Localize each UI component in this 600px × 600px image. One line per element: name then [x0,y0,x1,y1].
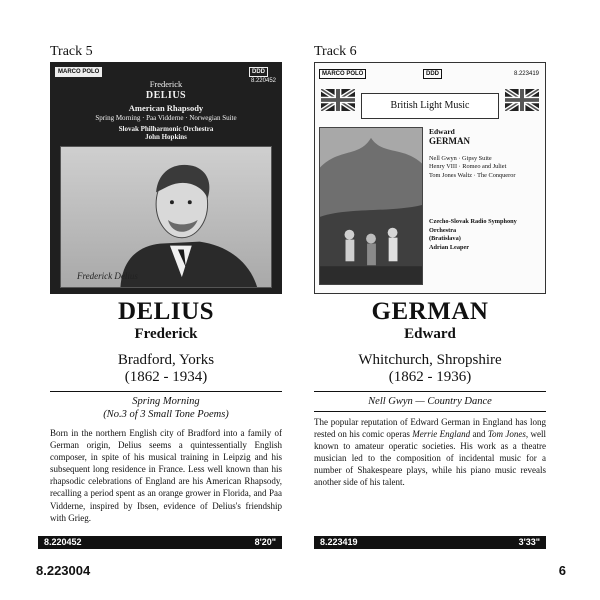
work-subtitle: (No.3 of 3 Small Tone Poems) [103,409,229,420]
cover-composer-last: GERMAN [429,136,470,146]
catalog-number: 8.223419 [320,537,358,547]
marco-polo-logo: MARCO POLO [319,69,366,79]
track-6-info-bar [314,536,546,549]
work-title: Nell Gwyn — Country Dance [368,396,492,407]
cover-work-line: Henry VIII · Romeo and Juliet [429,163,507,171]
cover-painting [319,127,423,285]
track-duration: 3'33" [518,537,540,547]
composer-first-name: Frederick [134,326,198,342]
composer-first-name: Edward [404,326,456,342]
portrait-illustration [61,147,271,287]
cover-composer-first: Frederick [149,79,183,89]
track-5-info-bar [38,536,282,549]
blurb-text: The popular reputation of Edward German in England has long rested on his comic operas [314,417,546,440]
cover-conductor: Adrian Leaper [429,243,470,251]
life-dates: (1862 - 1936) [388,369,472,385]
composer-surname: GERMAN [371,298,489,325]
album-cover-german [314,62,546,294]
track-duration: 8'20" [254,537,276,547]
blurb-text: , well known to amateur operatic societies. His work as a theatre musician led to the composition of incidental music for a number of Shakespeare plays, while his piano music reveals another side of his talent. [314,429,546,488]
series-title: British Light Music [361,93,499,119]
life-dates: (1862 - 1934) [124,369,208,385]
divider [50,391,282,392]
portrait-signature: Frederick Delius [77,271,138,281]
track-label: Track 5 [50,44,93,59]
ddd-badge: DDD [249,67,268,77]
cover-works [429,155,541,181]
birthplace: Bradford, Yorks [117,352,215,368]
marco-polo-logo: MARCO POLO [55,67,102,77]
cover-orchestra: Slovak Philharmonic Orchestra [118,125,214,134]
cover-orchestra-line: (Bratislava) [429,235,461,243]
cover-conductor: John Hopkins [145,133,187,142]
page-number: 6 [558,563,566,578]
cover-composer-first: Edward [429,127,455,136]
cover-performers [429,218,541,252]
blurb-text: and [470,429,488,440]
album-cover-delius [50,62,282,294]
cover-work-line: Tom Jones Waltz · The Conqueror [429,171,516,179]
cover-orchestra-line: Czecho-Slovak Radio Symphony [429,218,517,226]
blurb-opera-title: Merrie England [412,429,471,440]
union-flag-icon [505,89,539,111]
cover-album-title: American Rhapsody [128,103,204,114]
composer-surname: DELIUS [117,298,215,325]
catalog-number: 8.220452 [44,537,82,547]
cover-info [429,127,541,252]
painting-illustration [320,128,422,284]
birthplace: Whitchurch, Shropshire [358,352,502,368]
cover-composer-last: DELIUS [145,89,187,101]
divider [314,391,546,392]
composer-portrait [60,146,272,288]
cover-catalog-number: 8.220452 [250,78,276,84]
cover-orchestra-line: Orchestra [429,226,457,234]
cover-catalog-number: 8.223419 [513,71,539,77]
union-flag-icon [321,89,355,111]
divider [314,411,546,412]
work-title: Spring Morning [132,396,200,407]
composer-blurb: Born in the northern English city of Bradford into a family of German origin, Delius seems a quintessentially English composer, in spite of his musical training in Leipzig and his subsequent long residence in France. Less well known than his rhapsodic celebrations of England are his American Rhapsody, recalling a period spent as an orange grower in Florida, and Paa Vidderne, inspired by Ibsen, evidence of Delius's friendship with Grieg. [50,428,282,523]
booklet-catalog-number: 8.223004 [36,563,91,578]
cover-text [50,80,282,141]
cover-work-line: Nell Gwyn · Gipsy Suite [429,154,492,162]
track-5-column [50,42,282,524]
cover-works: Spring Morning · Paa Vidderne · Norwegian Suite [95,114,237,123]
composer-blurb [314,416,546,489]
track-6-column [314,42,546,489]
ddd-badge: DDD [423,69,442,79]
track-label: Track 6 [314,44,357,59]
blurb-opera-title: Tom Jones [487,429,526,440]
